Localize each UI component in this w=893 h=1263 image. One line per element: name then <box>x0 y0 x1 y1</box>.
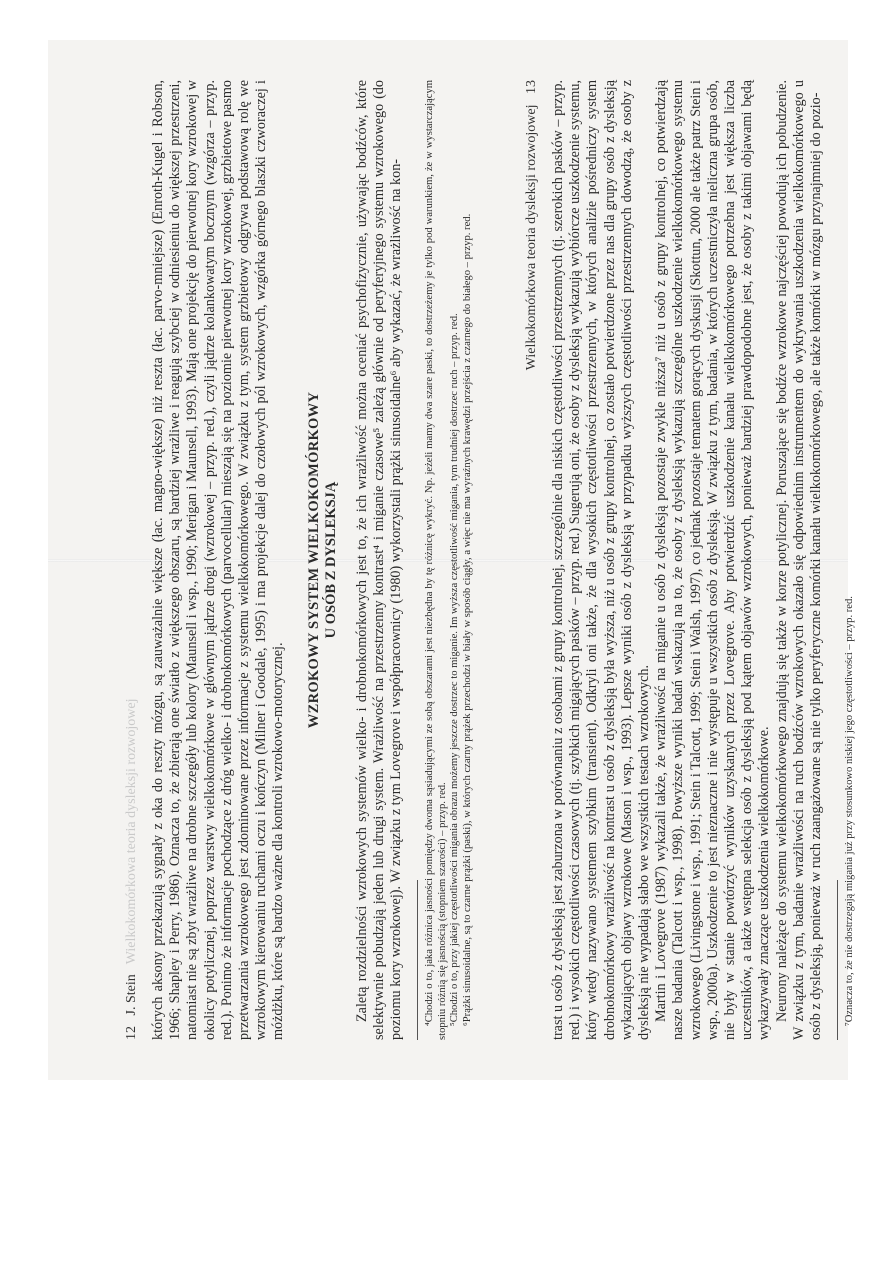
left-author: J. Stein <box>124 974 139 1016</box>
right-title: Wielkokomórkowa teoria dysleksji rozwojowej <box>524 104 539 371</box>
right-page <box>496 40 893 1080</box>
footnote-5: ⁵Chodzi o to, przy jakiej częstotliwości migania obrazu możemy jeszcze dostrzec to miganie. Im wyższa częstotliwość migania, tym trudniej dostrzec ruch – przyp. red. <box>449 313 461 1026</box>
footnote-6: ⁶Prążki sinusoidalne, są to czarne prążki (paski), w których czarny prążek przechodzi w biały w sposób ciągły, a więc nie ma wyraźnych krawędzi przejścia z czarnego do białego – przyp. red. <box>462 213 474 1026</box>
left-faint-head: Wielkokomórkowa teoria dysleksji rozwojowej <box>124 698 139 965</box>
footnote-rule <box>417 880 418 1040</box>
right-paragraph-3: Neurony należące do systemu wielkokomórkowego znajdują się także w korze potylicznej. Poruszające się bodźce wzrokowe najczęściej powodują ich pobudzenie. W związku z tym, badanie wrażliwości na ruch bodźców wzrokowych okazało się odpowiednim instrumentem do wykrywania uszkodzenia wielkokomórkowego u osób z dysleksją, ponieważ w ruch zaangażowane są nie tylko peryferyczne komórki kanału wielkokomórkowego, ale także komórki w mózgu przynajmniej do pozio- <box>773 80 825 1040</box>
section-heading-line1: WZROKOWY SYSTEM WIELKOKOMÓRKOWY <box>305 391 322 729</box>
right-paragraph-2: Martin i Lovegrove (1987) wykazali także, że wrażliwość na miganie u osób z dysleksją pozostaje zwykle niższa⁷ niż u osób z grupy kontrolnej, co potwierdzają nasze badania (Talcott i wsp., 1998). Powyższe wyniki badań wskazują na to, że osoby z dysleksją wykazują szczególne uszkodzenie wielkokomórkowego systemu wzrokowego (Livingstone i wsp., 1991; Stein i Talcott, 1999; Stein i Walsh, 1997), co jednak pozostaje tematem gorących dyskusji (Skottun, 2000 ale także patrz Stein i wsp., 2000a). Uszkodzenie to jest nieznaczne i nie występuje u wszystkich osób z dysleksją. W związku z tym, badania, w których uczestniczyła nieliczna grupa osób, nie były w stanie powtórzyć wyników uzyskanych przez Lovegrove. Aby potwierdzić uszkodzenie kanału wielkokomórkowego potrzebna jest większa liczba uczestników, a także wstępna selekcja osób z dysleksją pod kątem objawów wzrokowych, ponieważ bardziej prawdopodobne jest, że osoby z takimi objawami będą wykazywały znaczące uszkodzenia wielkokomórkowe. <box>653 80 773 1040</box>
left-paragraph-1: których aksony przekazują sygnały z oka do reszty mózgu, są zauważalnie większe (łac. magno-większe) niż reszta (łac. parvo-mniejsze) (Enroth-Kugel i Robson, 1966; Shapley i Perry, 1986). Oznacza to, że zbierają one światło z większego obszaru, są bardziej wrażliwe i reagują szybciej w odniesieniu do większej przestrzeni, natomiast nie są zbyt wrażliwe na drobne szczegóły lub kolory (Maunsell i wsp., 1990; Merigan i Maunsell, 1993). Mają one projekcję do pierwotnej kory wzrokowej w okolicy potylicznej, poprzez warstwy wielkokomórkowe w głównym jądrze drogi (wzrokowej – przyp. red.), czyli jądrze kolankowatym bocznym (wzgórza – przyp. red.). Ponimo że informacje pochodzące z dróg wielko- i drobnokomórkowych (parvocellular) mieszają się na poziomie pierwotnej kory wzrokowej, grzbietowe pasmo przetwarzania wzrokowego jest zdominowane przez informacje z systemu wielkokomórkowego. W związku z tym, system grzbietowy odgrywa podstawową rolę we wzrokowym kierowaniu ruchami oczu i kończyn (Milner i Goodale, 1995) i ma projekcje dalej do czołowych pól wzrokowych, wzgórka górnego blaszki czworaczej i móżdżku, które są bardzo ważne dla kontroli wzrokowo-motorycznej. <box>150 80 287 1040</box>
left-paragraph-2: Zaletą rozdzielności wzrokowych systemów wielko- i drobnokomórkowych jest to, że ich wrażliwość można oceniać psychofizycznie, używając bodźców, które selektywnie pobudzają jeden lub drugi system. Wrażliwość na przestrzenny kontrast⁴ i miganie czasowe⁵ zależą głównie od peryferyjnego systemu wzrokowego (do poziomu kory wzrokowej). W związku z tym Lovegrove i współpracownicy (1980) wykorzystali prążki sinusoidalne⁶ aby wykazać, że wrażliwość na kon- <box>353 80 405 1040</box>
footnote-rule-right <box>837 880 838 1040</box>
section-heading-line2: U OSÓB Z DYSLEKSJĄ <box>322 481 339 639</box>
right-paragraph-1: trast u osób z dysleksją jest zaburzona w porównaniu z osobami z grupy kontrolnej, szczególnie dla niskich częstotliwości przestrzennych (tj. szerokich pasków – przyp. red.) i wysokich częstotliwości czasowych (tj. szybkich migających pasków – przyp. red.) Sugerują oni, że osoby z dysleksją wykazują wybiórcze uszkodzenie systemu, który wtedy nazywano systemem szybkim (transient). Odkryli oni także, że dla wysokich częstotliwości przestrzennych, w których analizie pośredniczy system drobnokomórkowy wrażliwość na kontrast u osób z dysleksją była wyższa, niż u osób z grupy kontrolnej, co zostało potwierdzone przez nas dla grupy osób z dysleksją wykazujących objawy wzrokowe (Mason i wsp., 1993). Lepsze wyniki osób z dysleksją w przypadku wyższych częstotliwości przestrzennych dowodzą, że osoby z dysleksją nie wypadają słabo we wszystkich testach wzrokowych. <box>550 80 653 1040</box>
left-page <box>96 40 496 1080</box>
right-running-head <box>524 80 540 1040</box>
left-running-head <box>124 80 140 1040</box>
footnote-7: ⁷Oznacza to, że nie dostrzegają migania już przy stosunkowo niskiej jego częstotliwości – przyp. red. <box>844 596 856 1026</box>
right-page-number: 13 <box>524 80 539 94</box>
footnote-4: ⁴Chodzi o to, jaka różnica jasności pomiędzy dwoma sąsiadującymi ze sobą obszarami jest niezbędna by tę różnicę wykryć. Np. jeżeli mamy dwa szare paski, to dostrzeżemy je tylko pod warunkiem, że w wystarczającym stopniu różnią się jasnością (stopniem szarości) – przyp. red. <box>424 80 448 1040</box>
left-page-number: 12 <box>124 1026 139 1040</box>
book-spread <box>48 40 856 1080</box>
